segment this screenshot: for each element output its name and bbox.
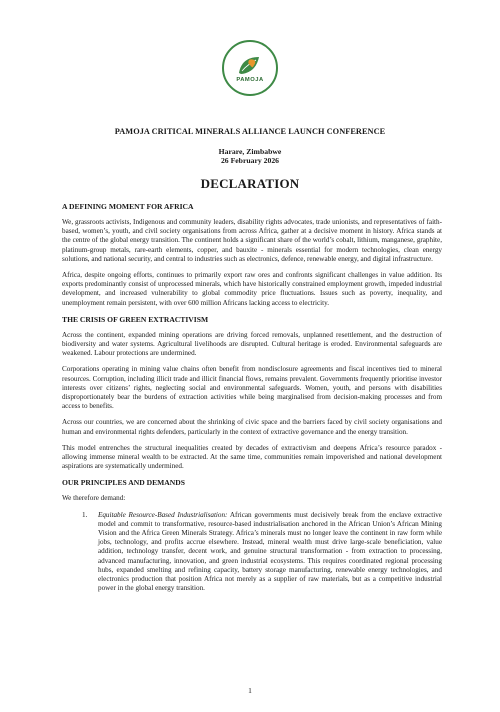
section-heading: OUR PRINCIPLES AND DEMANDS: [62, 478, 185, 488]
logo-wordmark: PAMOJA: [236, 77, 264, 83]
conference-title: PAMOJA CRITICAL MINERALS ALLIANCE LAUNCH CONFERENCE: [114, 127, 386, 136]
list-item-number: 1.: [82, 510, 88, 519]
logo-container: [0, 40, 500, 96]
paragraph: We, grassroots activists, Indigenous and community leaders, disability rights advocates, trade unionists, and representatives of faith-based, women’s, youth, and civil society organisations from across Africa, gather at a decisive moment in history. Africa stands at the centre of the global energy transition. The continent holds a significant share of the world’s cobalt, lithium, manganese, graphite, platinum-group metals, rare-earth elements, copper, and bauxite - minerals essential for modern technologies, clean energy solutions, and national security, and central to industries such as electronics, defence, renewable energy, and digital infrastructure.: [62, 218, 442, 263]
leaf-africa-icon: [235, 53, 265, 77]
document-title: DECLARATION: [200, 176, 300, 191]
section-heading: A DEFINING MOMENT FOR AFRICA: [62, 202, 194, 211]
list-item-title: Equitable Resource-Based Industrialisation:: [98, 510, 228, 519]
pamoja-logo: [222, 40, 278, 96]
conference-date: 26 February 2026: [220, 156, 280, 166]
paragraph: Corporations operating in mining value chains often benefit from nondisclosure agreements and fiscal incentives tied to mineral resources. Corruption, including illicit trade and illicit financial flows, remains prevalent. Governments frequently prioritise investor interests over citizens’ rights, neglecting social and environmental safeguards. Women, youth, and persons with disabilities disproportionately bear the burdens of extraction activities while being marginalised from decision-making processes and from access to benefits.: [62, 365, 442, 411]
list-item: [82, 511, 442, 594]
paragraph: Africa, despite ongoing efforts, continues to primarily export raw ores and confronts significant challenges in value addition. Its exports predominantly consist of unprocessed minerals, which have historically constrained employment growth, impeded industrial development, and increased vulnerability to global commodity price fluctuations. Issues such as poverty, inequality, and unemployment remain persistent, with over 600 million Africans lacking access to electricity.: [62, 271, 442, 307]
section-heading: THE CRISIS OF GREEN EXTRACTIVISM: [62, 314, 209, 324]
list-item-text: African governments must decisively break from the enclave extractive model and commit to transformative, resource-based industrialisation anchored in the African Union’s African Mining Vision and the Africa Green Minerals Strategy. Africa’s minerals must no longer leave the continent in raw form while jobs, technology, and profits accrue elsewhere. Instead, mineral wealth must drive large-scale beneficiation, value addition, technology transfer, decent work, and genuine structural transformation - from extraction to processing, advanced manufacturing, innovation, and green industrial ecosystems. This requires coordinated regional processing hubs, expanded smelting and refining capacity, battery storage manufacturing, renewable energy technologies, and electronics production that position Africa not merely as a supplier of raw materials, but as a competitive industrial power in the global energy transition.: [98, 510, 442, 593]
paragraph: Across our countries, we are concerned about the shrinking of civic space and the barriers faced by civil society organisations and human and environmental rights defenders, particularly in the context of extractive governance and the energy transition.: [62, 418, 442, 436]
document-body: [62, 202, 442, 594]
conference-location: Harare, Zimbabwe: [218, 147, 282, 156]
page-number: 1: [248, 686, 252, 695]
demands-list: [62, 511, 442, 594]
paragraph: Across the continent, expanded mining operations are driving forced removals, unplanned resettlement, and the destruction of biodiversity and water systems. Agricultural livelihoods are disrupted. Cultural heritage is eroded. Environmental safeguards are weakened. Labour protections are undermined.: [62, 330, 442, 358]
conference-meta: [0, 147, 500, 165]
list-item-body: [98, 511, 442, 594]
paragraph: This model entrenches the structural inequalities created by decades of extractivism and deepens Africa’s resource paradox - allowing immense mineral wealth to be extracted. At the same time, communities remain impoverished and national development aspirations are systematically undermined.: [62, 443, 442, 471]
paragraph: We therefore demand:: [62, 494, 126, 503]
